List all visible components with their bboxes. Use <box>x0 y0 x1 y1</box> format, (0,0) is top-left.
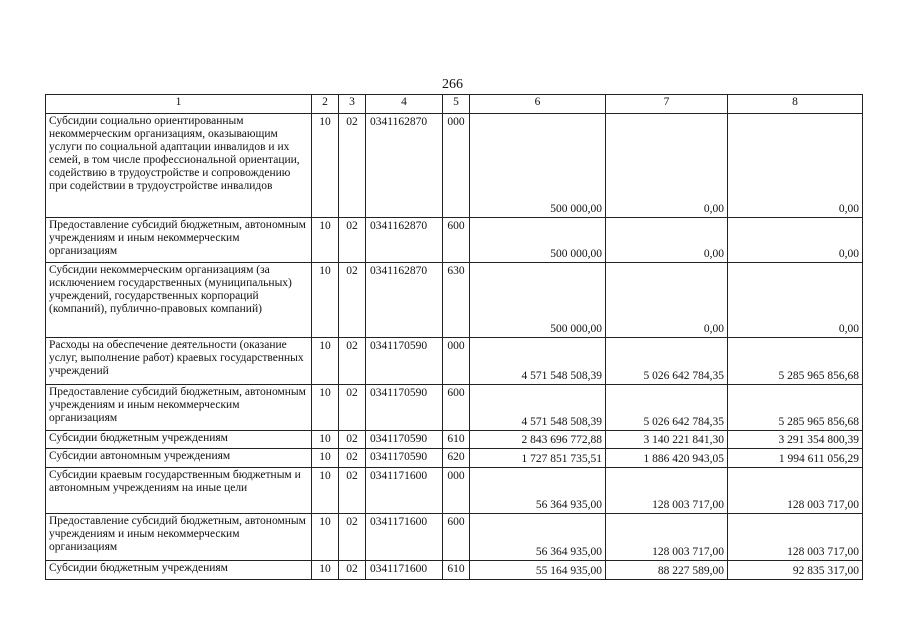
row-name: Субсидии бюджетным учреждениям <box>46 431 312 449</box>
amount-col6: 500 000,00 <box>470 218 606 263</box>
expense-type-code: 000 <box>443 468 470 514</box>
header-cell: 7 <box>606 95 728 114</box>
amount-col7: 5 026 642 784,35 <box>606 385 728 431</box>
row-name: Субсидии некоммерческим организациям (за исключением государственных (муниципальных) учреждений, государственных корпораций (компаний), публично-правовых компаний) <box>46 263 312 338</box>
subsection-code: 02 <box>339 468 366 514</box>
amount-col8: 3 291 354 800,39 <box>728 431 863 449</box>
table-row <box>46 114 863 218</box>
section-code: 10 <box>312 385 339 431</box>
amount-col7: 128 003 717,00 <box>606 514 728 561</box>
amount-col6: 55 164 935,00 <box>470 561 606 580</box>
row-name: Предоставление субсидий бюджетным, автономным учреждениям и иным некоммерческим организациям <box>46 514 312 561</box>
header-cell: 6 <box>470 95 606 114</box>
subsection-code: 02 <box>339 263 366 338</box>
amount-col8: 5 285 965 856,68 <box>728 385 863 431</box>
row-name: Предоставление субсидий бюджетным, автономным учреждениям и иным некоммерческим организациям <box>46 385 312 431</box>
table-row <box>46 385 863 431</box>
header-cell: 8 <box>728 95 863 114</box>
amount-col6: 4 571 548 508,39 <box>470 338 606 385</box>
header-cell: 1 <box>46 95 312 114</box>
row-name: Предоставление субсидий бюджетным, автономным учреждениям и иным некоммерческим организациям <box>46 218 312 263</box>
header-cell: 3 <box>339 95 366 114</box>
table-row <box>46 514 863 561</box>
expense-type-code: 630 <box>443 263 470 338</box>
table-row <box>46 218 863 263</box>
section-code: 10 <box>312 561 339 580</box>
subsection-code: 02 <box>339 218 366 263</box>
budget-table <box>45 94 863 580</box>
amount-col8: 0,00 <box>728 114 863 218</box>
subsection-code: 02 <box>339 385 366 431</box>
amount-col8: 0,00 <box>728 218 863 263</box>
amount-col7: 0,00 <box>606 218 728 263</box>
header-row <box>46 95 863 114</box>
expense-type-code: 600 <box>443 385 470 431</box>
table-row <box>46 468 863 514</box>
target-article-code: 0341170590 <box>366 449 443 468</box>
header-cell: 4 <box>366 95 443 114</box>
expense-type-code: 600 <box>443 514 470 561</box>
row-name: Субсидии социально ориентированным некоммерческим организациям, оказывающим услуги по социальной адаптации инвалидов и их семей, в том числе профессиональной ориентации, содействию в трудоустройстве и сопровождению при содействии в трудоустройстве инвалидов <box>46 114 312 218</box>
subsection-code: 02 <box>339 338 366 385</box>
expense-type-code: 620 <box>443 449 470 468</box>
amount-col7: 0,00 <box>606 263 728 338</box>
page-number: 266 <box>442 77 463 92</box>
section-code: 10 <box>312 514 339 561</box>
amount-col8: 0,00 <box>728 263 863 338</box>
target-article-code: 0341162870 <box>366 263 443 338</box>
amount-col7: 1 886 420 943,05 <box>606 449 728 468</box>
expense-type-code: 000 <box>443 338 470 385</box>
amount-col7: 3 140 221 841,30 <box>606 431 728 449</box>
amount-col6: 2 843 696 772,88 <box>470 431 606 449</box>
header-cell: 2 <box>312 95 339 114</box>
amount-col8: 128 003 717,00 <box>728 468 863 514</box>
expense-type-code: 610 <box>443 431 470 449</box>
amount-col7: 0,00 <box>606 114 728 218</box>
row-name: Субсидии краевым государственным бюджетным и автономным учреждениям на иные цели <box>46 468 312 514</box>
amount-col8: 5 285 965 856,68 <box>728 338 863 385</box>
section-code: 10 <box>312 218 339 263</box>
table-row <box>46 561 863 580</box>
amount-col8: 92 835 317,00 <box>728 561 863 580</box>
table-row <box>46 338 863 385</box>
target-article-code: 0341170590 <box>366 338 443 385</box>
target-article-code: 0341171600 <box>366 468 443 514</box>
row-name: Субсидии автономным учреждениям <box>46 449 312 468</box>
amount-col7: 5 026 642 784,35 <box>606 338 728 385</box>
target-article-code: 0341171600 <box>366 514 443 561</box>
target-article-code: 0341162870 <box>366 218 443 263</box>
subsection-code: 02 <box>339 114 366 218</box>
amount-col7: 128 003 717,00 <box>606 468 728 514</box>
section-code: 10 <box>312 468 339 514</box>
amount-col7: 88 227 589,00 <box>606 561 728 580</box>
target-article-code: 0341162870 <box>366 114 443 218</box>
amount-col6: 4 571 548 508,39 <box>470 385 606 431</box>
subsection-code: 02 <box>339 561 366 580</box>
amount-col8: 128 003 717,00 <box>728 514 863 561</box>
expense-type-code: 000 <box>443 114 470 218</box>
amount-col8: 1 994 611 056,29 <box>728 449 863 468</box>
table-row <box>46 431 863 449</box>
subsection-code: 02 <box>339 431 366 449</box>
row-name: Субсидии бюджетным учреждениям <box>46 561 312 580</box>
section-code: 10 <box>312 449 339 468</box>
section-code: 10 <box>312 338 339 385</box>
expense-type-code: 610 <box>443 561 470 580</box>
amount-col6: 1 727 851 735,51 <box>470 449 606 468</box>
row-name: Расходы на обеспечение деятельности (оказание услуг, выполнение работ) краевых государственных учреждений <box>46 338 312 385</box>
header-cell: 5 <box>443 95 470 114</box>
section-code: 10 <box>312 114 339 218</box>
target-article-code: 0341170590 <box>366 385 443 431</box>
section-code: 10 <box>312 263 339 338</box>
target-article-code: 0341170590 <box>366 431 443 449</box>
subsection-code: 02 <box>339 514 366 561</box>
subsection-code: 02 <box>339 449 366 468</box>
amount-col6: 56 364 935,00 <box>470 468 606 514</box>
section-code: 10 <box>312 431 339 449</box>
amount-col6: 56 364 935,00 <box>470 514 606 561</box>
target-article-code: 0341171600 <box>366 561 443 580</box>
amount-col6: 500 000,00 <box>470 263 606 338</box>
expense-type-code: 600 <box>443 218 470 263</box>
table-row <box>46 263 863 338</box>
table-row <box>46 449 863 468</box>
amount-col6: 500 000,00 <box>470 114 606 218</box>
